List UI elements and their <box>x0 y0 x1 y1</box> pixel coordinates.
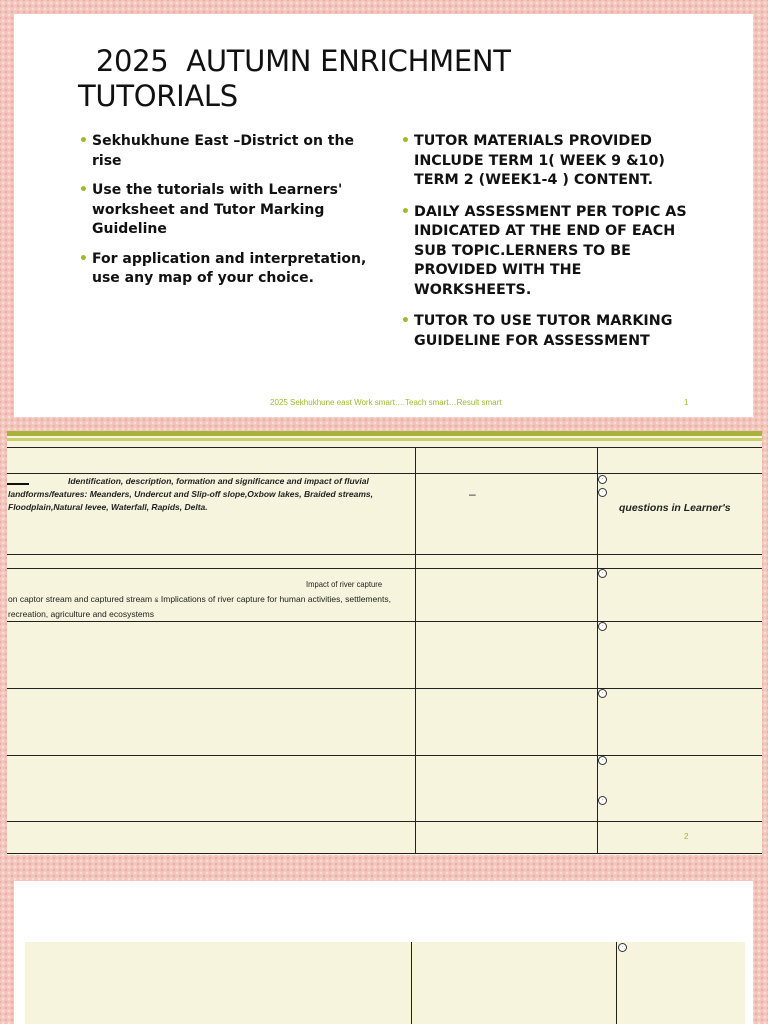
table-rule <box>7 688 762 689</box>
clock-icon: · <box>598 569 607 578</box>
bullet-item: • Sekhukhune East –District on the rise <box>79 133 354 169</box>
accent-bar <box>7 431 762 436</box>
table-rule <box>7 853 762 854</box>
bullet-dot-icon: • <box>79 250 88 267</box>
left-bullet-list <box>76 132 376 299</box>
bullet-item: • TUTOR MATERIALS PROVIDED INCLUDE TERM 1( WEEK 9 &10) TERM 2 (WEEK1-4 ) CONTENT. <box>401 133 665 188</box>
table-rule <box>7 473 762 474</box>
bullet-dot-icon: • <box>401 203 410 220</box>
column-divider <box>411 942 412 1024</box>
right-bullet-list <box>398 132 698 363</box>
column-divider <box>597 447 598 854</box>
column-divider <box>415 447 416 854</box>
table-rule <box>7 568 762 569</box>
bullet-item: • For application and interpretation, use any map of your choice. <box>79 250 367 286</box>
clock-icon: · <box>618 943 627 952</box>
row1-topic-text: Identification, description, formation and significance and impact of fluvial landforms/features: Meanders, Undercut and Slip-off slope,Oxbow lakes, Braided streams, Floodplain,Natural levee, Waterfall, Rapids, Delta. <box>8 476 373 512</box>
row1-dash: – <box>469 487 476 501</box>
page-number: 1 <box>684 398 689 407</box>
table-rule <box>7 621 762 622</box>
slide-1 <box>14 14 753 417</box>
row2-topic-b: on captor stream and captured stream & Implications of river capture for human activities, settlements, recreation, agriculture and ecosystems <box>8 594 391 619</box>
bullet-dot-icon: • <box>401 133 410 149</box>
bullet-item: • Use the tutorials with Learners' worksheet and Tutor Marking Guideline <box>79 182 343 237</box>
table-rule <box>7 821 762 822</box>
page-number: 2 <box>684 832 689 841</box>
clock-icon: · <box>598 488 607 497</box>
clock-icon: · <box>598 796 607 805</box>
slide-3 <box>14 881 753 1024</box>
row2-topic-a: Impact of river capture <box>306 579 383 589</box>
clock-icon: · <box>598 475 607 484</box>
slide-2-table <box>7 431 762 855</box>
table-area <box>25 942 745 1024</box>
row1-right-text: questions in Learner's <box>619 502 731 514</box>
accent-bar <box>7 438 762 441</box>
column-divider <box>616 942 617 1024</box>
slide-title: 2025 AUTUMN ENRICHMENT TUTORIALS <box>78 44 511 113</box>
table-rule <box>7 755 762 756</box>
slide-footer: 2025 Sekhukhune east Work smart….Teach smart…Result smart <box>270 398 502 407</box>
clock-icon: · <box>598 689 607 698</box>
bullet-dot-icon: • <box>79 182 88 198</box>
bullet-item: • DAILY ASSESSMENT PER TOPIC AS INDICATED AT THE END OF EACH SUB TOPIC.LERNERS TO BE PROVIDED WITH THE WORKSHEETS. <box>401 203 687 298</box>
bullet-item: • TUTOR TO USE TUTOR MARKING GUIDELINE FOR ASSESSMENT <box>401 313 673 349</box>
clock-icon: · <box>598 756 607 765</box>
bullet-dot-icon: • <box>401 313 410 329</box>
bullet-dot-icon: • <box>79 133 88 149</box>
table-rule <box>7 447 762 448</box>
table-rule <box>7 554 762 555</box>
clock-icon: · <box>598 622 607 631</box>
